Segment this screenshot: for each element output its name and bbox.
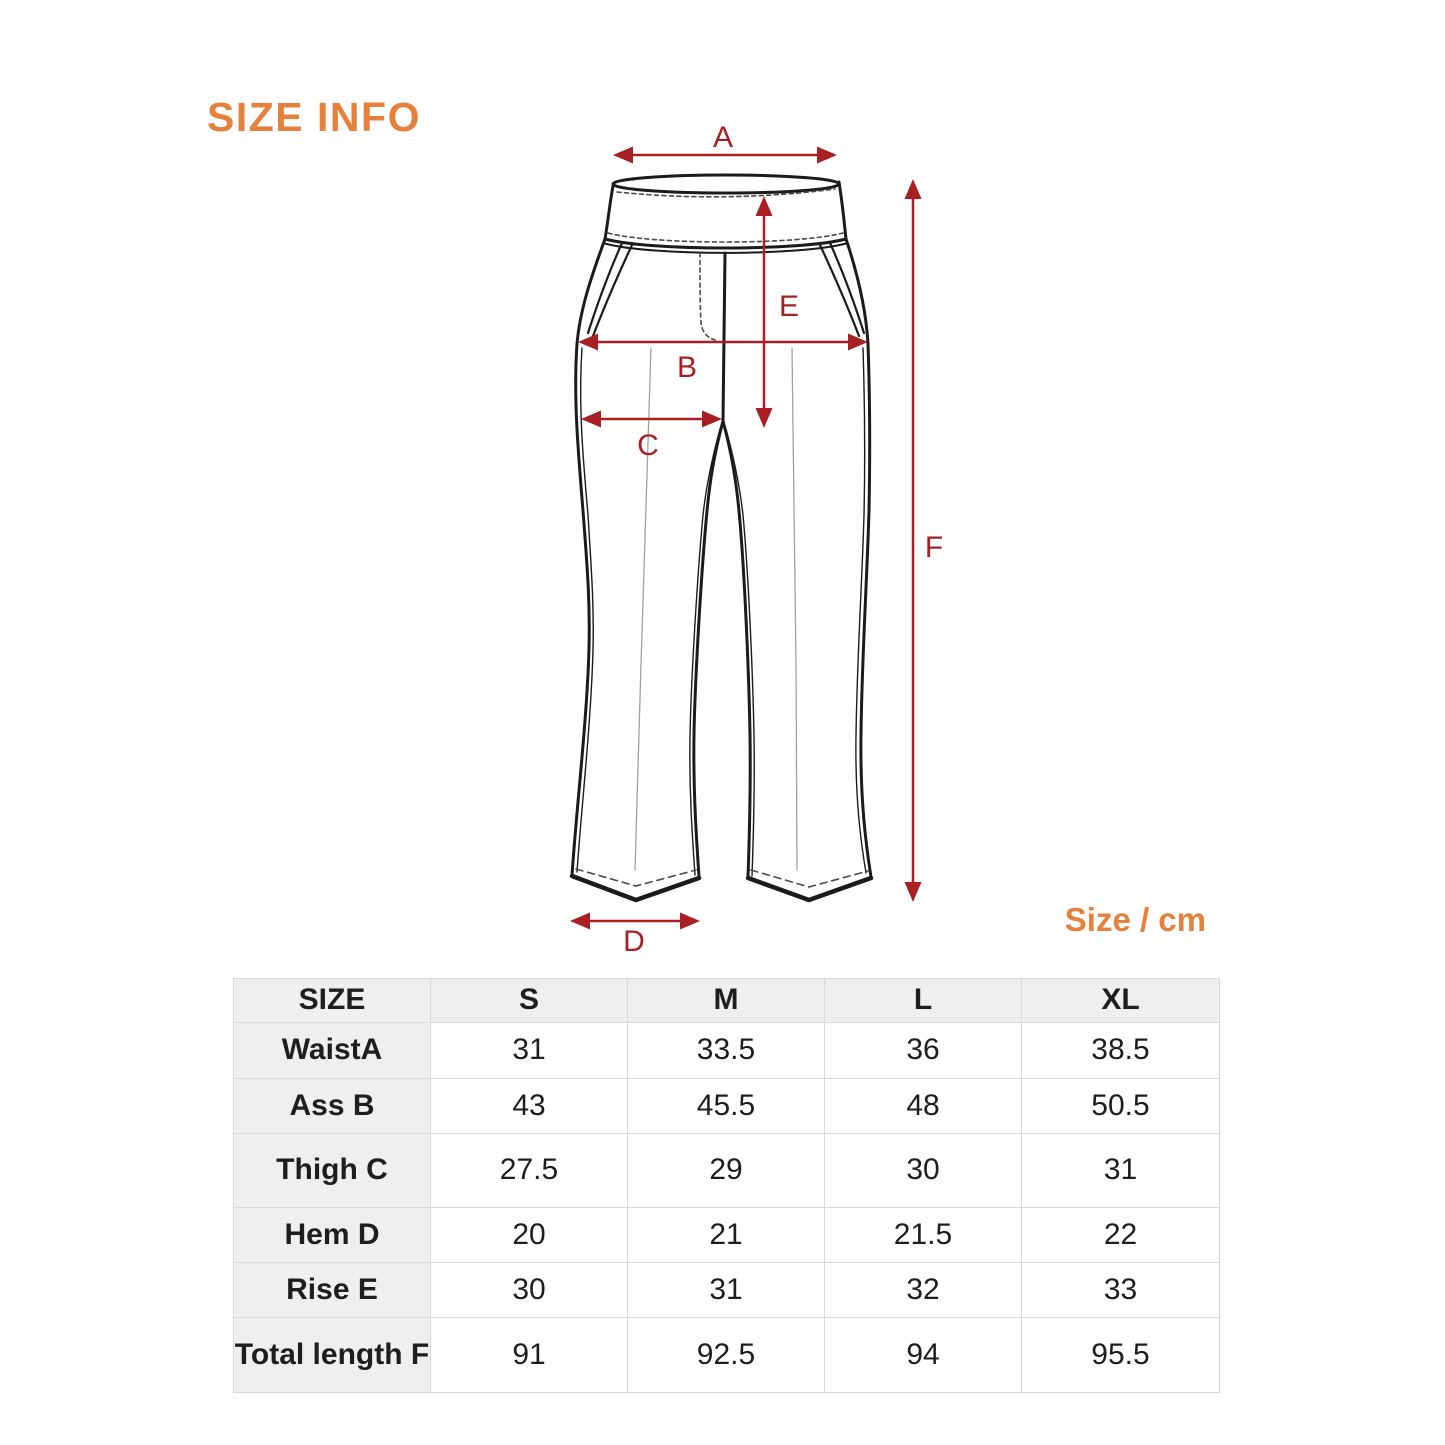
table-row-waist bbox=[234, 1023, 1220, 1079]
header-cell-m: M bbox=[628, 979, 825, 1023]
table-cell: 38.5 bbox=[1022, 1023, 1220, 1079]
table-cell: 31 bbox=[1022, 1134, 1220, 1208]
row-label: Rise E bbox=[234, 1263, 431, 1318]
table-cell: 32 bbox=[825, 1263, 1022, 1318]
row-label: Ass B bbox=[234, 1079, 431, 1134]
size-table bbox=[233, 978, 1220, 1393]
table-cell: 48 bbox=[825, 1079, 1022, 1134]
table-cell: 31 bbox=[431, 1023, 628, 1079]
measurement-label-b: B bbox=[676, 351, 698, 384]
table-header-row bbox=[234, 979, 1220, 1023]
table-cell: 36 bbox=[825, 1023, 1022, 1079]
table-cell: 92.5 bbox=[628, 1318, 825, 1393]
table-cell: 50.5 bbox=[1022, 1079, 1220, 1134]
table-cell: 30 bbox=[825, 1134, 1022, 1208]
table-cell: 94 bbox=[825, 1318, 1022, 1393]
measurement-label-d: D bbox=[623, 925, 645, 958]
arrow-c-thigh bbox=[581, 411, 722, 428]
table-cell: 22 bbox=[1022, 1208, 1220, 1263]
unit-label: Size / cm bbox=[1064, 901, 1206, 938]
measurement-label-f: F bbox=[924, 531, 944, 564]
table-cell: 95.5 bbox=[1022, 1318, 1220, 1393]
table-cell: 21.5 bbox=[825, 1208, 1022, 1263]
table-cell: 33 bbox=[1022, 1263, 1220, 1318]
table-cell: 21 bbox=[628, 1208, 825, 1263]
row-label: Total length F bbox=[234, 1318, 431, 1393]
measurement-label-a: A bbox=[712, 121, 734, 154]
table-row-rise bbox=[234, 1263, 1220, 1318]
header-cell-xl: XL bbox=[1022, 979, 1220, 1023]
table-cell: 30 bbox=[431, 1263, 628, 1318]
table-cell: 27.5 bbox=[431, 1134, 628, 1208]
table-cell: 31 bbox=[628, 1263, 825, 1318]
table-cell: 20 bbox=[431, 1208, 628, 1263]
row-label: Thigh C bbox=[234, 1134, 431, 1208]
header-cell-size: SIZE bbox=[234, 979, 431, 1023]
table-cell: 33.5 bbox=[628, 1023, 825, 1079]
measurement-label-c: C bbox=[637, 429, 659, 462]
header-cell-l: L bbox=[825, 979, 1022, 1023]
arrow-f-total-length bbox=[905, 179, 922, 902]
arrow-e-rise bbox=[756, 196, 773, 428]
table-row-ass bbox=[234, 1079, 1220, 1134]
pants-outline bbox=[572, 175, 871, 900]
table-cell: 45.5 bbox=[628, 1079, 825, 1134]
table-cell: 43 bbox=[431, 1079, 628, 1134]
table-row-total-length bbox=[234, 1318, 1220, 1393]
page-title: SIZE INFO bbox=[207, 94, 421, 140]
row-label: WaistA bbox=[234, 1023, 431, 1079]
header-cell-s: S bbox=[431, 979, 628, 1023]
table-cell: 91 bbox=[431, 1318, 628, 1393]
table-row-thigh bbox=[234, 1134, 1220, 1208]
table-row-hem bbox=[234, 1208, 1220, 1263]
measurement-label-e: E bbox=[778, 290, 800, 323]
row-label: Hem D bbox=[234, 1208, 431, 1263]
table-cell: 29 bbox=[628, 1134, 825, 1208]
